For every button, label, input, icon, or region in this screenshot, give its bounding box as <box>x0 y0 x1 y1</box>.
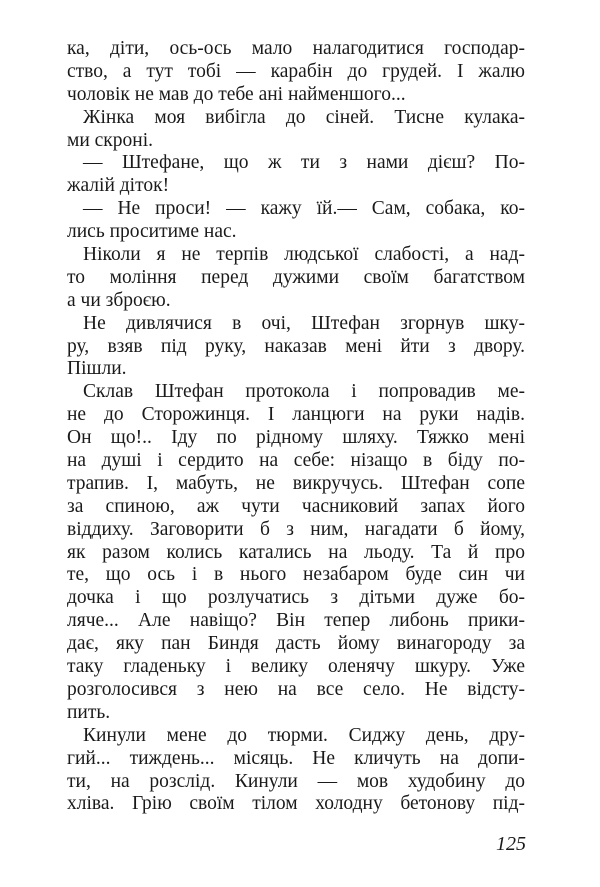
text-line: ка, діти, ось-ось мало налагодитися господар- <box>67 38 525 59</box>
text-line: ти, на розслід. Кинули — мов худобину до <box>67 770 525 792</box>
text-line: на душі і сердито на себе: нізащо в біду по- <box>67 450 525 472</box>
paragraph <box>67 107 525 153</box>
text-line: ляче... Але навіщо? Він тепер либонь прики- <box>67 610 525 632</box>
paragraph <box>67 152 525 198</box>
paragraph <box>67 313 525 382</box>
book-page-text <box>67 38 525 816</box>
text-line: гий... тиждень... місяць. Не кличуть на допи- <box>67 747 525 769</box>
text-line: пить. <box>67 701 111 723</box>
paragraph <box>67 725 525 817</box>
text-line: Жінка моя вибігла до сіней. Тисне кулака- <box>83 106 525 128</box>
text-line: розголосився з нею на все село. Не відсту- <box>67 678 525 700</box>
text-line: Не дивлячися в очі, Штефан згорнув шку- <box>83 312 525 334</box>
text-line: — Штефане, що ж ти з нами дієш? По- <box>83 152 525 174</box>
text-line: віддиху. Заговорити б з ним, нагадати б йому, <box>67 518 525 540</box>
text-line: хліва. Грію своїм тілом холодну бетонову під- <box>67 793 525 815</box>
text-line: лись проситиме нас. <box>67 221 237 243</box>
text-line: Кинули мене до тюрми. Сиджу день, дру- <box>83 724 525 746</box>
text-line: те, що ось і в нього незабаром буде син чи <box>67 564 525 586</box>
text-line: Пішли. <box>67 358 127 380</box>
text-line: як разом колись катались на льоду. Та й про <box>67 541 525 563</box>
text-line: а чи зброєю. <box>67 289 171 311</box>
text-line: Склав Штефан протокола і попровадив ме- <box>83 381 525 403</box>
text-line: дочка і що розлучатись з дітьми дуже бо- <box>67 587 525 609</box>
text-line: ство, а тут тобі — карабін до грудей. І жалю <box>67 60 525 82</box>
text-line: трапив. І, мабуть, не викручусь. Штефан сопе <box>67 472 525 494</box>
text-line: дає, яку пан Биндя дасть йому винагороду за <box>67 633 525 655</box>
text-line: не до Сторожинця. І ланцюги на руки надів. <box>67 404 525 426</box>
text-line: то моління перед дужими своїм багатством <box>67 266 525 288</box>
text-line: Ніколи я не терпів людської слабості, а над- <box>83 244 525 266</box>
text-line: таку гладеньку і велику оленячу шкуру. Уже <box>67 656 525 678</box>
text-line: Он що!.. Іду по рідному шляху. Тяжко мені <box>67 427 525 449</box>
text-line: за спиною, аж чути часниковий запах його <box>67 495 525 517</box>
paragraph <box>67 38 525 107</box>
text-line: ру, взяв під руку, наказав мені йти з двору. <box>67 335 525 357</box>
text-line: чоловік не мав до тебе ані найменшого... <box>67 83 406 105</box>
paragraph <box>67 381 525 724</box>
text-line: — Не проси! — кажу їй.— Сам, собака, ко- <box>83 198 525 220</box>
text-line: жалій діток! <box>67 175 170 197</box>
page-number: 125 <box>496 833 526 855</box>
text-line: ми скроні. <box>67 129 154 151</box>
paragraph <box>67 244 525 313</box>
paragraph <box>67 198 525 244</box>
